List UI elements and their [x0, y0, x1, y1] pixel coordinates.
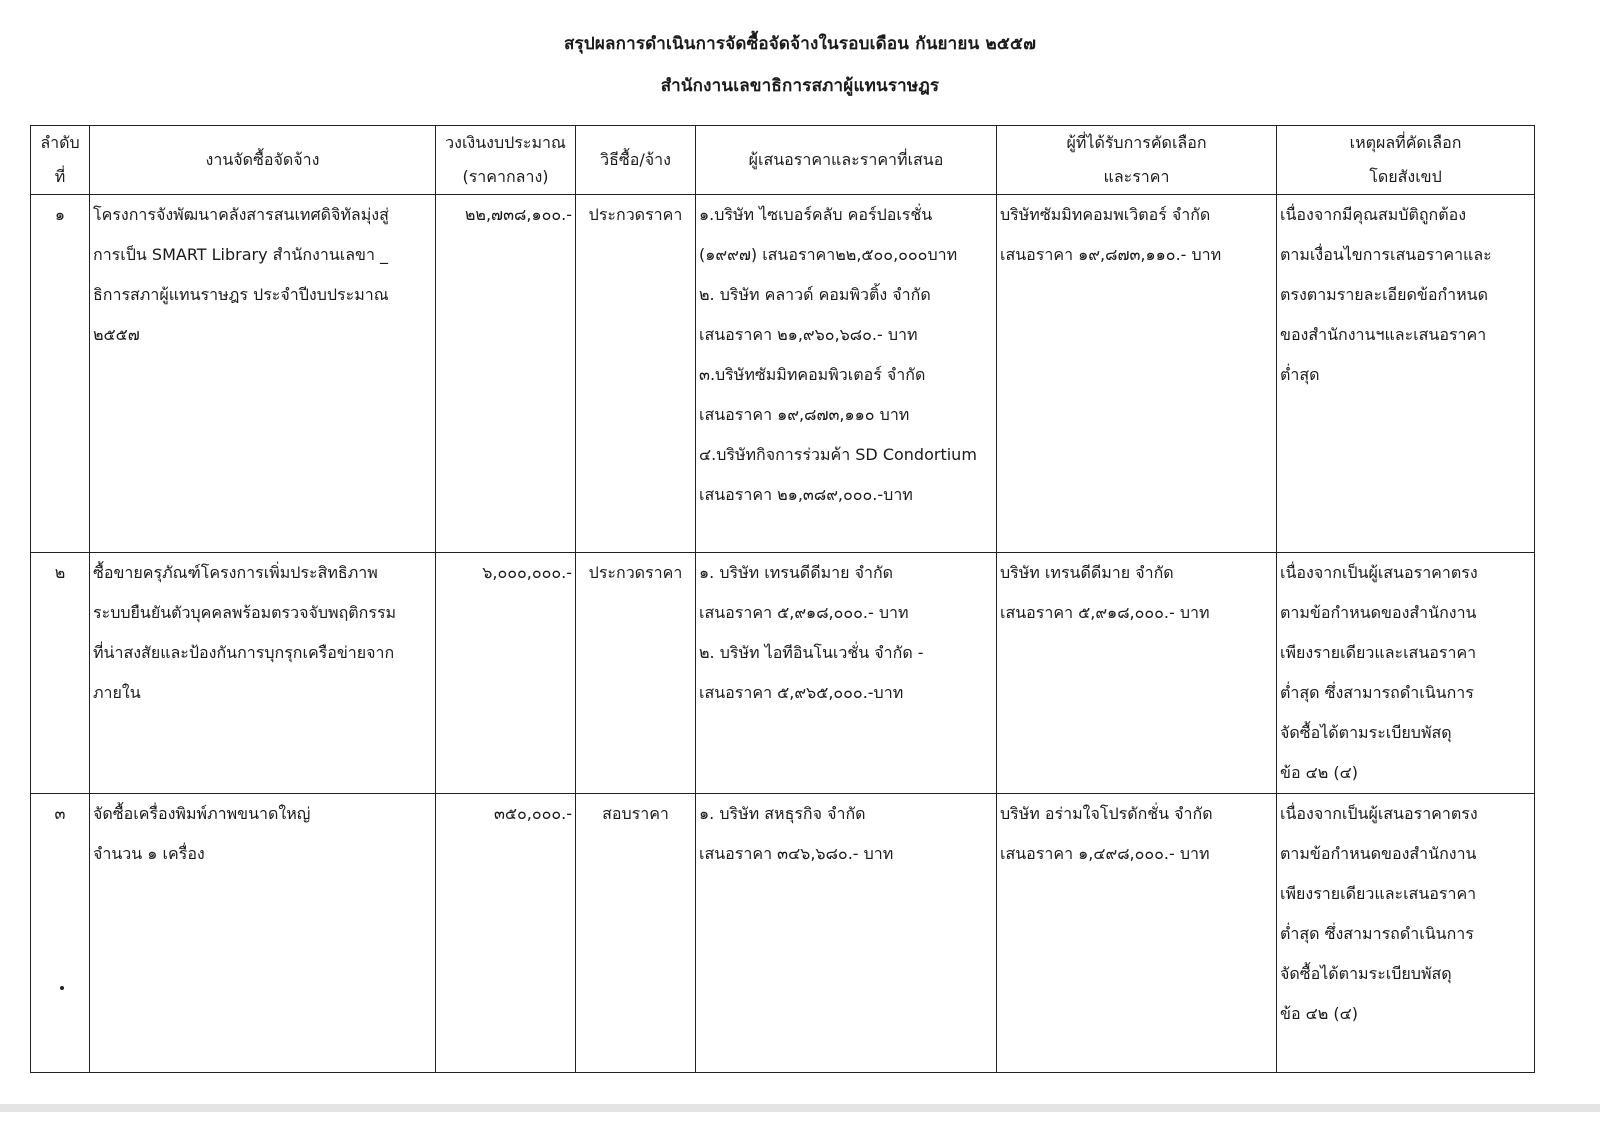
selection-reason: [1277, 794, 1535, 1073]
page-bottom-edge: [0, 1104, 1600, 1112]
bidder-line: เสนอราคา ๓๔๖,๖๘๐.- บาท: [699, 844, 894, 863]
page-title: สรุปผลการดำเนินการจัดซื้อจัดจ้างในรอบเดือน กันยายน ๒๕๕๗: [563, 34, 1037, 54]
reason-line: ข้อ ๔๒ (๔): [1280, 763, 1358, 782]
reason-line: ต่ำสุด: [1280, 365, 1320, 384]
reason-line: ตามข้อกำหนดของสำนักงาน: [1280, 603, 1477, 622]
header-budget: [436, 126, 576, 195]
table-row: [31, 553, 1535, 794]
procurement-item: [90, 794, 436, 1073]
bidders-list: [696, 794, 997, 1073]
item-line: ภายใน: [93, 683, 141, 702]
item-line: จำนวน ๑ เครื่อง: [93, 844, 205, 863]
reason-line: ต่ำสุด ซึ่งสามารถดำเนินการ: [1280, 924, 1474, 943]
method-value: ประกวดราคา: [576, 195, 696, 553]
bidder-line: ๒. บริษัท คลาวด์ คอมพิวติ้ง จำกัด: [699, 285, 931, 304]
page-subtitle: สำนักงานเลขาธิการสภาผู้แทนราษฎร: [660, 76, 940, 96]
reason-line: เนื่องจากเป็นผู้เสนอราคาตรง: [1280, 563, 1478, 582]
reason-line: เนื่องจากเป็นผู้เสนอราคาตรง: [1280, 804, 1478, 823]
bidder-line: ๔.บริษัทกิจการร่วมค้า SD Condortium: [699, 445, 977, 464]
item-line: โครงการจังพัฒนาคลังสารสนเทศดิจิทัลมุ่งสู่: [93, 205, 389, 224]
bidder-line: เสนอราคา ๕,๙๑๘,๐๐๐.- บาท: [699, 603, 909, 622]
bidder-line: เสนอราคา ๑๙,๘๗๓,๑๑๐ บาท: [699, 405, 910, 424]
bidder-line: ๓.บริษัทซัมมิทคอมพิวเตอร์ จำกัด: [699, 365, 926, 384]
header-item: งานจัดซื้อจัดจ้าง: [90, 126, 436, 195]
item-line: ธิการสภาผู้แทนราษฎร ประจำปีงบประมาณ: [93, 285, 389, 304]
table-header-row: [31, 126, 1535, 195]
bidder-line: ๑. บริษัท สหธุรกิจ จำกัด: [699, 804, 866, 823]
procurement-table: [30, 125, 1535, 1073]
bidder-line: (๑๙๙๗) เสนอราคา๒๒,๕๐๐,๐๐๐บาท: [699, 245, 958, 264]
item-line: จัดซื้อเครื่องพิมพ์ภาพขนาดใหญ่: [93, 804, 311, 823]
selected-vendor: [997, 553, 1277, 794]
table-row: [31, 794, 1535, 1073]
header-budget-line1: วงเงินงบประมาณ: [445, 133, 566, 152]
header-budget-line2: (ราคากลาง): [462, 167, 549, 186]
bidder-line: ๑. บริษัท เทรนดีดีมาย จำกัด: [699, 563, 894, 582]
selection-reason: [1277, 195, 1535, 553]
selected-line: บริษัทซัมมิทคอมพเวิตอร์ จำกัด: [1000, 205, 1211, 224]
item-line: ที่น่าสงสัยและป้องกันการบุกรุกเครือข่ายจาก: [93, 643, 395, 662]
item-line: ระบบยืนยันตัวบุคคลพร้อมตรวจจับพฤติกรรม: [93, 603, 397, 622]
selection-reason: [1277, 553, 1535, 794]
row-number: ๑: [31, 195, 90, 553]
selected-vendor: [997, 794, 1277, 1073]
table-row: [31, 195, 1535, 553]
selected-line: เสนอราคา ๑,๔๙๘,๐๐๐.- บาท: [1000, 844, 1210, 863]
method-value: ประกวดราคา: [576, 553, 696, 794]
header-method: วิธีซื้อ/จ้าง: [576, 126, 696, 195]
bidder-line: เสนอราคา ๕,๙๖๕,๐๐๐.-บาท: [699, 683, 904, 702]
reason-line: ตรงตามรายละเอียดข้อกำหนด: [1280, 285, 1489, 304]
bidder-line: ๑.บริษัท ไซเบอร์คลับ คอร์ปอเรชั่น: [699, 205, 933, 224]
scan-dot-mark: [60, 986, 64, 990]
selected-line: บริษัท อร่ามใจโปรดักชั่น จำกัด: [1000, 804, 1213, 823]
reason-line: จัดซื้อได้ตามระเบียบพัสดุ: [1280, 964, 1452, 983]
selected-line: เสนอราคา ๕,๙๑๘,๐๐๐.- บาท: [1000, 603, 1210, 622]
reason-line: เพียงรายเดียวและเสนอราคา: [1280, 643, 1477, 662]
header-no-line1: ลำดับ: [40, 133, 80, 152]
item-line: การเป็น SMART Library สำนักงานเลขา _: [93, 245, 389, 264]
budget-value: ๖,๐๐๐,๐๐๐.-: [436, 553, 576, 794]
budget-value: ๓๕๐,๐๐๐.-: [436, 794, 576, 1073]
item-line: ๒๕๕๗: [93, 325, 140, 344]
procurement-item: [90, 553, 436, 794]
header-selected-line2: และราคา: [1103, 167, 1170, 186]
header-reason-line1: เหตุผลที่คัดเลือก: [1349, 133, 1462, 152]
reason-line: เพียงรายเดียวและเสนอราคา: [1280, 884, 1477, 903]
procurement-item: [90, 195, 436, 553]
reason-line: ของสำนักงานฯและเสนอราคา: [1280, 325, 1487, 344]
header-reason: [1277, 126, 1535, 195]
selected-line: เสนอราคา ๑๙,๘๗๓,๑๑๐.- บาท: [1000, 245, 1222, 264]
reason-line: ตามข้อกำหนดของสำนักงาน: [1280, 844, 1477, 863]
bidder-line: เสนอราคา ๒๑,๙๖๐,๖๘๐.- บาท: [699, 325, 918, 344]
reason-line: เนื่องจากมีคุณสมบัติถูกต้อง: [1280, 205, 1467, 224]
selected-vendor: [997, 195, 1277, 553]
budget-value: ๒๒,๗๓๘,๑๐๐.-: [436, 195, 576, 553]
selected-line: บริษัท เทรนดีดีมาย จำกัด: [1000, 563, 1174, 582]
reason-line: ข้อ ๔๒ (๔): [1280, 1004, 1358, 1023]
header-selected: [997, 126, 1277, 195]
bidders-list: [696, 553, 997, 794]
header-bidders: ผู้เสนอราคาและราคาที่เสนอ: [696, 126, 997, 195]
item-line: ซื้อขายครุภัณฑ์โครงการเพิ่มประสิทธิภาพ: [93, 563, 378, 582]
bidders-list: [696, 195, 997, 553]
method-value: สอบราคา: [576, 794, 696, 1073]
header-no-line2: ที่: [54, 167, 66, 186]
row-number: ๒: [31, 553, 90, 794]
header-no: [31, 126, 90, 195]
reason-line: ต่ำสุด ซึ่งสามารถดำเนินการ: [1280, 683, 1474, 702]
row-number: ๓: [31, 794, 90, 1073]
bidder-line: ๒. บริษัท ไอทีอินโนเวชั่น จำกัด -: [699, 643, 924, 662]
reason-line: จัดซื้อได้ตามระเบียบพัสดุ: [1280, 723, 1452, 742]
header-selected-line1: ผู้ที่ได้รับการคัดเลือก: [1066, 133, 1207, 152]
bidder-line: เสนอราคา ๒๑,๓๘๙,๐๐๐.-บาท: [699, 485, 913, 504]
header-reason-line2: โดยสังเขป: [1369, 167, 1442, 186]
reason-line: ตามเงื่อนไขการเสนอราคาและ: [1280, 245, 1492, 264]
